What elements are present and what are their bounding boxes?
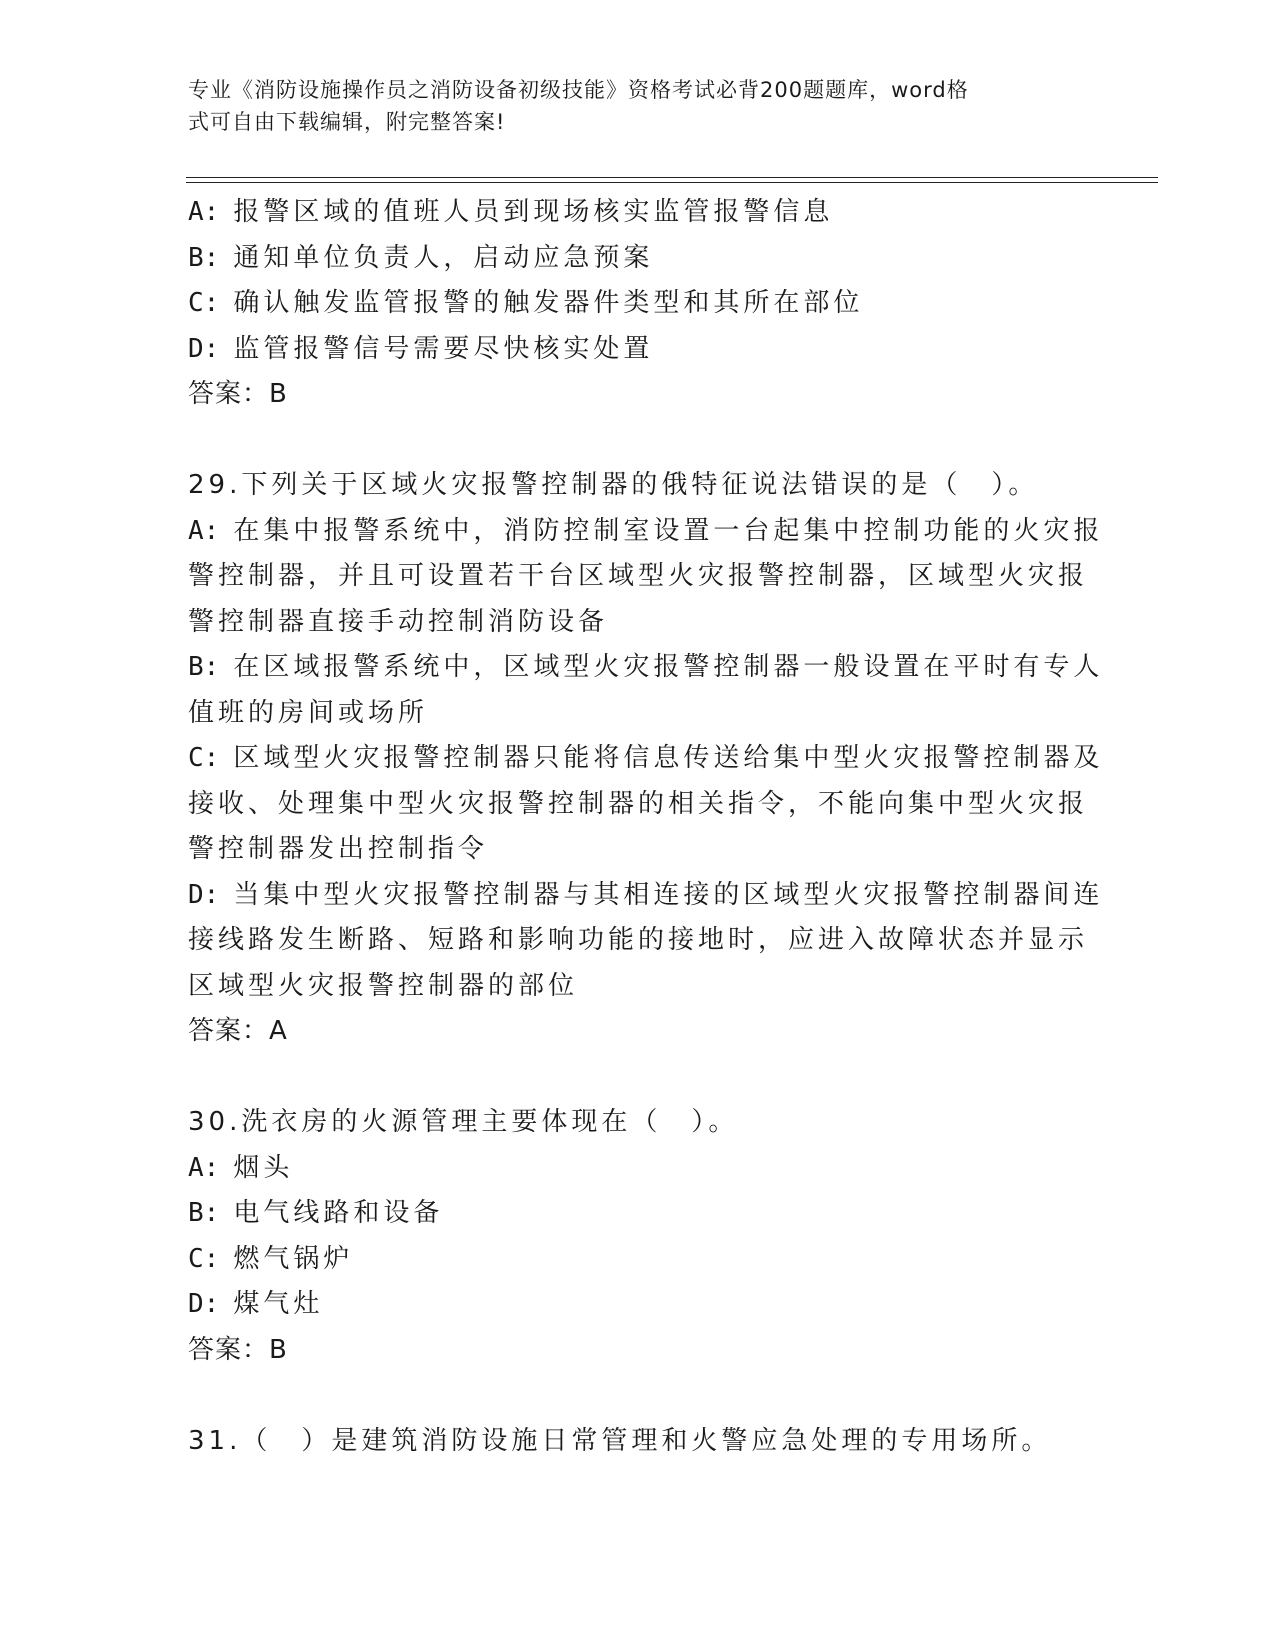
header-divider-top [186,177,1158,178]
question-stem: 31.（ ）是建筑消防设施日常管理和火警应急处理的专用场所。 [188,1425,1052,1456]
option-b: B: 电气线路和设备 [188,1198,444,1228]
header-line-2: 式可自由下载编辑，附完整答案! [188,110,506,134]
question-31 [188,1419,1088,1465]
option-a: A: 在集中报警系统中，消防控制室设置一台起集中控制功能的火灾报 警控制器，并且可设置若干台区域型火灾报警控制器，区域型火灾报 警控制器直接手动控制消防设备 [188,515,1104,637]
option-b: B: 在区域报警系统中，区域型火灾报警控制器一般设置在平时有专人 值班的房间或场所 [188,652,1104,728]
option-a: A: 报警区域的值班人员到现场核实监管报警信息 [188,197,834,227]
option-b: B: 通知单位负责人，启动应急预案 [188,242,654,273]
question-list [188,190,1104,1464]
answer-line: 答案：B [188,1334,288,1365]
question-29 [188,463,1104,1055]
header-divider-bottom [186,182,1158,183]
option-d: D: 监管报警信号需要尽快核实处置 [188,333,654,364]
question-stem: 29.下列关于区域火灾报警控制器的俄特征说法错误的是（ ）。 [188,470,1039,500]
question-stem: 30.洗衣房的火源管理主要体现在（ ）。 [188,1107,739,1137]
option-c: C: 确认触发监管报警的触发器件类型和其所在部位 [188,288,864,318]
header-line-1: 专业《消防设施操作员之消防设备初级技能》资格考试必背200题题库，word格 [188,78,969,102]
option-d: D: 煤气灶 [188,1289,324,1319]
option-c: C: 区域型火灾报警控制器只能将信息传送给集中型火灾报警控制器及 接收、处理集中型火灾报警控制器的相关指令，不能向集中型火灾报 警控制器发出控制指令 [188,743,1104,864]
option-c: C: 燃气锅炉 [188,1243,354,1274]
option-d: D: 当集中型火灾报警控制器与其相连接的区域型火灾报警控制器间连 接线路发生断路、短路和影响功能的接地时，应进入故障状态并显示 区域型火灾报警控制器的部位 [188,879,1104,1001]
answer-line: 答案：B [188,379,288,409]
option-a: A: 烟头 [188,1152,294,1183]
question-28 [188,190,1088,418]
document-header [188,74,1068,138]
question-30 [188,1100,1088,1373]
answer-line: 答案：A [188,1016,288,1046]
